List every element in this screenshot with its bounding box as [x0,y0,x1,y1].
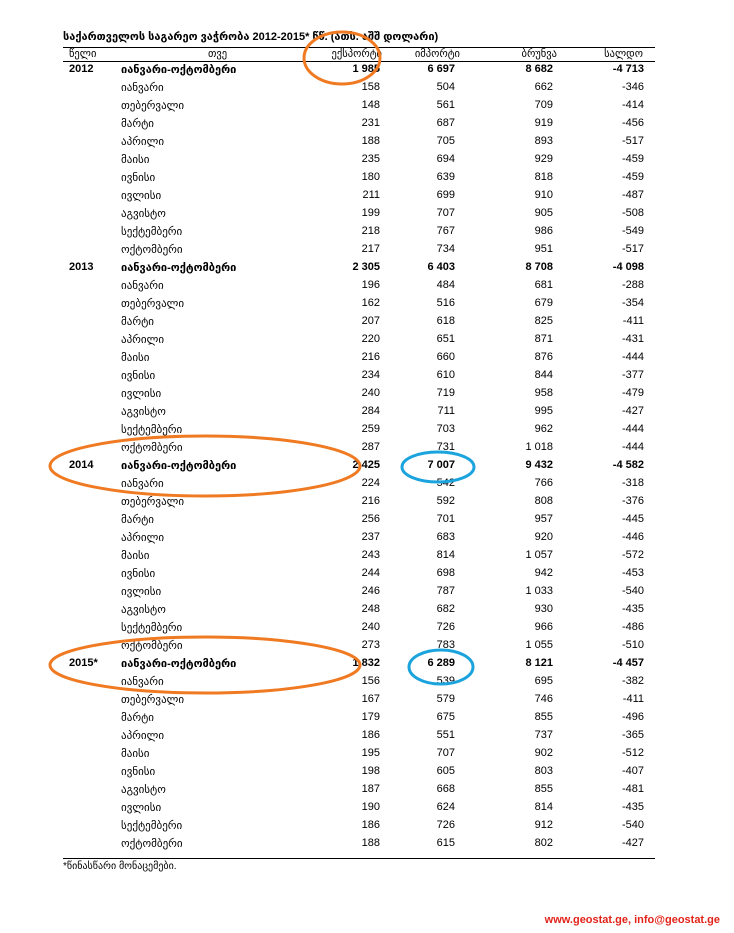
cell-month: აგვისტო [121,208,166,220]
cell-balance: -444 [621,351,644,363]
cell-balance: -508 [621,207,644,219]
table-row [63,117,655,134]
cell-imports: 6 289 [427,657,455,669]
cell-month: ოქტომბერი [121,244,183,256]
cell-month: იანვარი-ოქტომბერი [121,460,237,472]
table-title: საქართველოს საგარეო ვაჭრობა 2012-2015* წწ. (ათს. აშშ დოლარი) [63,31,439,43]
table-row [63,567,655,584]
cell-exports: 248 [361,603,380,615]
cell-turnover: 893 [534,135,553,147]
cell-turnover: 919 [534,117,553,129]
cell-turnover: 681 [534,279,553,291]
cell-balance: -549 [621,225,644,237]
cell-exports: 284 [361,405,380,417]
cell-turnover: 746 [534,693,553,705]
cell-balance: -382 [621,675,644,687]
cell-exports: 196 [361,279,380,291]
cell-month: მაისი [121,748,150,760]
cell-imports: 675 [436,711,455,723]
cell-balance: -512 [621,747,644,759]
header-month: თვე [208,48,228,60]
cell-imports: 705 [436,135,455,147]
cell-exports: 244 [361,567,380,579]
cell-exports: 156 [361,675,380,687]
cell-month: იანვარი-ოქტომბერი [121,262,237,274]
cell-turnover: 905 [534,207,553,219]
table-row [63,441,655,458]
cell-balance: -456 [621,117,644,129]
cell-month: ოქტომბერი [121,442,183,454]
cell-balance: -435 [621,801,644,813]
cell-exports: 235 [361,153,380,165]
cell-turnover: 929 [534,153,553,165]
cell-month: ივლისი [121,802,162,814]
cell-imports: 660 [436,351,455,363]
cell-exports: 2 305 [352,261,380,273]
table-row [63,99,655,116]
cell-imports: 707 [436,747,455,759]
cell-exports: 158 [361,81,380,93]
cell-imports: 504 [436,81,455,93]
cell-exports: 224 [361,477,380,489]
cell-month: სექტემბერი [121,622,183,634]
cell-month: იანვარი [121,280,164,292]
cell-exports: 231 [361,117,380,129]
table-row [63,819,655,836]
table-row [63,549,655,566]
table-row [63,801,655,818]
cell-imports: 605 [436,765,455,777]
cell-month: აპრილი [121,532,165,544]
cell-imports: 516 [436,297,455,309]
cell-balance: -510 [621,639,644,651]
cell-balance: -540 [621,819,644,831]
cell-balance: -4 713 [612,63,644,75]
footer-links[interactable]: www.geostat.ge, info@geostat.ge [544,914,720,926]
cell-turnover: 737 [534,729,553,741]
cell-turnover: 912 [534,819,553,831]
cell-exports: 148 [361,99,380,111]
cell-turnover: 930 [534,603,553,615]
cell-month: ივნისი [121,568,156,580]
cell-month: ოქტომბერი [121,640,183,652]
cell-exports: 240 [361,387,380,399]
cell-year: 2014 [69,459,94,471]
cell-balance: -479 [621,387,644,399]
table-row [63,207,655,224]
cell-month: აპრილი [121,136,165,148]
cell-month: მაისი [121,550,150,562]
cell-exports: 246 [361,585,380,597]
cell-month: ივლისი [121,388,162,400]
cell-month: თებერვალი [121,694,185,706]
cell-imports: 7 007 [427,459,455,471]
cell-imports: 701 [436,513,455,525]
cell-month: თებერვალი [121,496,185,508]
cell-balance: -446 [621,531,644,543]
cell-turnover: 995 [534,405,553,417]
cell-month: აგვისტო [121,784,166,796]
cell-turnover: 1 057 [525,549,553,561]
cell-month: იანვარი [121,478,164,490]
cell-year: 2012 [69,63,94,75]
cell-exports: 187 [361,783,380,795]
cell-month: აგვისტო [121,406,166,418]
cell-turnover: 1 055 [525,639,553,651]
cell-imports: 682 [436,603,455,615]
cell-balance: -517 [621,243,644,255]
cell-imports: 639 [436,171,455,183]
cell-month: ივლისი [121,190,162,202]
table-row [63,585,655,602]
table-row [63,621,655,638]
cell-imports: 783 [436,639,455,651]
cell-imports: 734 [436,243,455,255]
table-header-rule [63,61,655,62]
cell-balance: -572 [621,549,644,561]
table-row [63,297,655,314]
cell-balance: -517 [621,135,644,147]
cell-exports: 217 [361,243,380,255]
cell-exports: 211 [362,189,380,201]
cell-month: სექტემბერი [121,226,183,238]
cell-month: აპრილი [121,334,165,346]
cell-month: თებერვალი [121,100,185,112]
table-row [63,747,655,764]
cell-balance: -346 [621,81,644,93]
table-row [63,639,655,656]
cell-exports: 167 [361,693,380,705]
cell-month: ივნისი [121,370,156,382]
table-row [63,477,655,494]
cell-month: ივლისი [121,586,162,598]
cell-exports: 186 [361,819,380,831]
table-row [63,783,655,800]
cell-balance: -496 [621,711,644,723]
cell-balance: -444 [621,441,644,453]
table-row [63,531,655,548]
cell-imports: 726 [436,819,455,831]
header-imports: იმპორტი [414,48,460,60]
cell-imports: 651 [436,333,455,345]
cell-turnover: 844 [534,369,553,381]
header-exports: ექსპორტი [331,48,382,60]
cell-exports: 198 [361,765,380,777]
table-row [63,189,655,206]
cell-month: იანვარი-ოქტომბერი [121,64,237,76]
cell-imports: 539 [436,675,455,687]
cell-month: თებერვალი [121,298,185,310]
cell-turnover: 8 708 [525,261,553,273]
cell-turnover: 808 [534,495,553,507]
cell-turnover: 958 [534,387,553,399]
cell-imports: 699 [436,189,455,201]
cell-month: მაისი [121,352,150,364]
table-row [63,729,655,746]
cell-imports: 719 [436,387,455,399]
cell-imports: 618 [436,315,455,327]
cell-exports: 188 [361,837,380,849]
cell-balance: -540 [621,585,644,597]
cell-exports: 216 [361,495,380,507]
cell-exports: 234 [361,369,380,381]
cell-turnover: 1 018 [525,441,553,453]
cell-balance: -365 [621,729,644,741]
cell-turnover: 802 [534,837,553,849]
table-row [63,243,655,260]
cell-turnover: 803 [534,765,553,777]
header-year: წელი [69,48,97,60]
table-row [63,135,655,152]
cell-imports: 579 [436,693,455,705]
cell-month: მარტი [121,316,154,328]
table-summary-row [63,261,655,278]
cell-imports: 592 [436,495,455,507]
cell-exports: 186 [361,729,380,741]
cell-year: 2013 [69,261,94,273]
cell-imports: 767 [436,225,455,237]
cell-month: სექტემბერი [121,424,183,436]
cell-exports: 240 [361,621,380,633]
cell-exports: 256 [361,513,380,525]
cell-month: ივნისი [121,172,156,184]
cell-turnover: 986 [534,225,553,237]
cell-turnover: 962 [534,423,553,435]
cell-balance: -459 [621,171,644,183]
cell-month: ოქტომბერი [121,838,183,850]
cell-balance: -414 [621,99,644,111]
cell-turnover: 8 682 [525,63,553,75]
table-row [63,387,655,404]
cell-turnover: 855 [534,711,553,723]
cell-turnover: 957 [534,513,553,525]
table-row [63,711,655,728]
cell-balance: -318 [621,477,644,489]
cell-imports: 6 403 [427,261,455,273]
cell-turnover: 942 [534,567,553,579]
cell-month: აპრილი [121,730,165,742]
cell-imports: 551 [436,729,455,741]
cell-imports: 561 [436,99,455,111]
cell-turnover: 910 [534,189,553,201]
cell-balance: -444 [621,423,644,435]
cell-turnover: 902 [534,747,553,759]
table-summary-row [63,459,655,476]
table-row [63,765,655,782]
cell-imports: 615 [436,837,455,849]
cell-balance: -4 582 [612,459,644,471]
cell-turnover: 695 [534,675,553,687]
cell-exports: 188 [361,135,380,147]
cell-imports: 484 [436,279,455,291]
cell-exports: 179 [361,711,380,723]
cell-balance: -435 [621,603,644,615]
cell-exports: 220 [361,333,380,345]
table-row [63,495,655,512]
cell-imports: 731 [436,441,455,453]
cell-turnover: 951 [534,243,553,255]
cell-exports: 287 [361,441,380,453]
table-row [63,837,655,854]
cell-balance: -4 457 [612,657,644,669]
table-row [63,693,655,710]
cell-balance: -411 [622,693,644,705]
cell-exports: 162 [361,297,380,309]
cell-balance: -487 [621,189,644,201]
cell-turnover: 662 [534,81,553,93]
cell-year: 2015* [69,657,98,669]
cell-exports: 237 [361,531,380,543]
cell-balance: -407 [621,765,644,777]
cell-exports: 273 [361,639,380,651]
header-balance: სალდო [604,48,643,60]
cell-imports: 711 [437,405,455,417]
cell-turnover: 9 432 [525,459,553,471]
cell-exports: 199 [361,207,380,219]
cell-exports: 259 [361,423,380,435]
cell-turnover: 855 [534,783,553,795]
cell-imports: 726 [436,621,455,633]
cell-exports: 218 [361,225,380,237]
cell-month: მარტი [121,712,154,724]
cell-turnover: 825 [534,315,553,327]
table-row [63,513,655,530]
table-header-row [63,48,655,61]
cell-balance: -459 [621,153,644,165]
cell-imports: 814 [436,549,455,561]
cell-imports: 687 [436,117,455,129]
cell-balance: -411 [622,315,644,327]
cell-exports: 243 [361,549,380,561]
cell-turnover: 709 [534,99,553,111]
cell-month: იანვარი [121,676,164,688]
cell-imports: 610 [436,369,455,381]
cell-exports: 1 832 [352,657,380,669]
cell-balance: -376 [621,495,644,507]
cell-imports: 787 [436,585,455,597]
cell-balance: -427 [621,837,644,849]
cell-month: აგვისტო [121,604,166,616]
cell-balance: -486 [621,621,644,633]
cell-turnover: 871 [534,333,553,345]
cell-month: მარტი [121,118,154,130]
cell-month: მაისი [121,154,150,166]
table-row [63,675,655,692]
header-turnover: ბრუნვა [521,48,557,60]
cell-imports: 683 [436,531,455,543]
cell-imports: 703 [436,423,455,435]
cell-imports: 624 [436,801,455,813]
table-row [63,279,655,296]
cell-imports: 6 697 [427,63,455,75]
cell-imports: 707 [436,207,455,219]
table-row [63,315,655,332]
cell-exports: 180 [361,171,380,183]
table-row [63,423,655,440]
cell-turnover: 814 [534,801,553,813]
table-row [63,369,655,386]
cell-imports: 694 [436,153,455,165]
table-summary-row [63,63,655,80]
table-row [63,225,655,242]
cell-turnover: 1 033 [525,585,553,597]
cell-month: მარტი [121,514,154,526]
cell-turnover: 818 [534,171,553,183]
table-bottom-rule [63,858,655,859]
cell-exports: 2 425 [352,459,380,471]
cell-month: იანვარი [121,82,164,94]
footnote: *წინასწარი მონაცემები. [63,861,177,872]
cell-balance: -4 098 [612,261,644,273]
table-row [63,405,655,422]
table-row [63,81,655,98]
cell-month: სექტემბერი [121,820,183,832]
cell-imports: 698 [436,567,455,579]
cell-month: ივნისი [121,766,156,778]
cell-balance: -288 [621,279,644,291]
cell-balance: -427 [621,405,644,417]
cell-balance: -445 [621,513,644,525]
table-row [63,351,655,368]
table-row [63,333,655,350]
cell-imports: 668 [436,783,455,795]
cell-balance: -377 [621,369,644,381]
cell-balance: -481 [621,783,644,795]
cell-turnover: 876 [534,351,553,363]
cell-exports: 207 [361,315,380,327]
cell-turnover: 679 [534,297,553,309]
cell-turnover: 920 [534,531,553,543]
cell-month: იანვარი-ოქტომბერი [121,658,237,670]
cell-exports: 216 [361,351,380,363]
table-row [63,603,655,620]
cell-balance: -453 [621,567,644,579]
table-row [63,171,655,188]
table-row [63,153,655,170]
cell-exports: 195 [361,747,380,759]
cell-turnover: 8 121 [525,657,553,669]
cell-balance: -354 [621,297,644,309]
cell-imports: 542 [436,477,455,489]
cell-exports: 1 985 [352,63,380,75]
cell-exports: 190 [361,801,380,813]
table-summary-row [63,657,655,674]
cell-turnover: 966 [534,621,553,633]
cell-turnover: 766 [534,477,553,489]
cell-balance: -431 [621,333,644,345]
